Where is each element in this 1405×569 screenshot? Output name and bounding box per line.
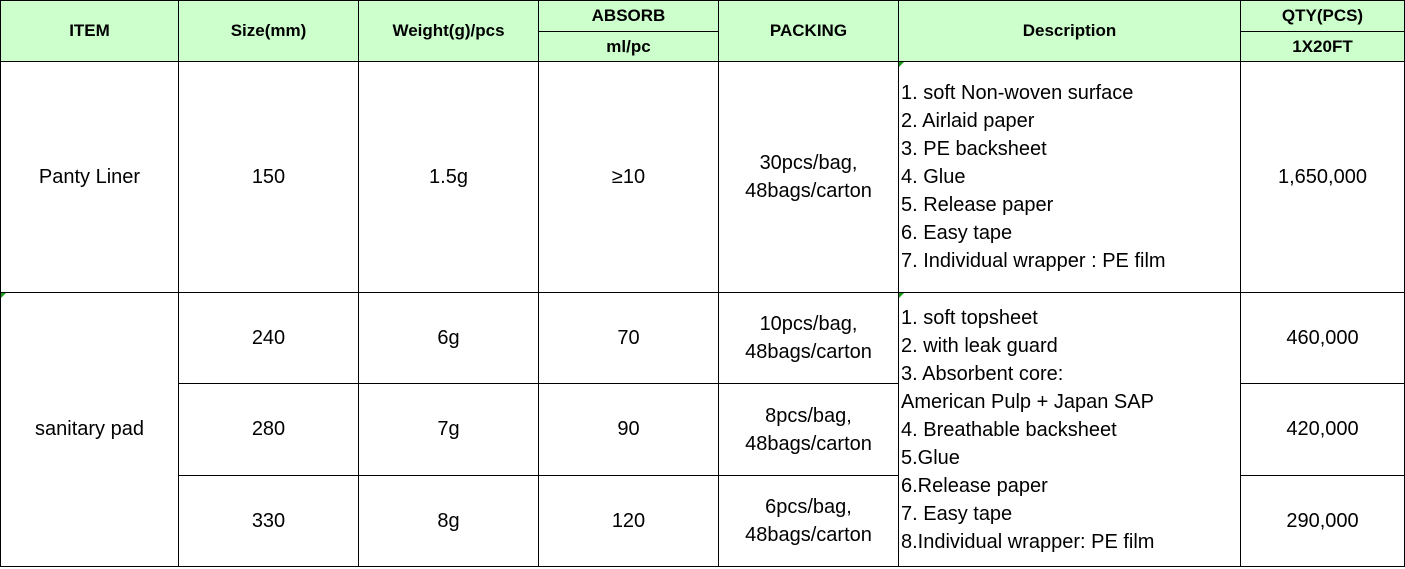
header-qty: QTY(PCS) bbox=[1241, 1, 1405, 32]
description-line: 6.Release paper bbox=[901, 474, 1048, 497]
cell-size: 280 bbox=[179, 384, 359, 476]
cell-absorb: 120 bbox=[539, 476, 719, 567]
cell-absorb: 90 bbox=[539, 384, 719, 476]
packing-line: 6pcs/bag, bbox=[765, 496, 852, 518]
cell-size: 330 bbox=[179, 476, 359, 567]
cell-qty: 460,000 bbox=[1241, 293, 1405, 384]
header-weight: Weight(g)/pcs bbox=[359, 1, 539, 62]
description-line: 4. Glue bbox=[901, 166, 966, 188]
header-size: Size(mm) bbox=[179, 1, 359, 62]
description-line: 1. soft Non-woven surface bbox=[901, 82, 1134, 104]
cell-absorb: ≥10 bbox=[539, 62, 719, 293]
description-line: 8.Individual wrapper: PE film bbox=[901, 530, 1155, 553]
description-line: 3. Absorbent core: bbox=[901, 362, 1064, 385]
cell-packing bbox=[719, 293, 899, 384]
packing-line: 48bags/carton bbox=[745, 432, 872, 455]
packing-line: 8pcs/bag, bbox=[765, 404, 852, 427]
cell-description-panty-liner bbox=[899, 62, 1241, 293]
description-line: 3. PE backsheet bbox=[901, 138, 1047, 160]
description-line: 6. Easy tape bbox=[901, 222, 1013, 244]
cell-qty: 1,650,000 bbox=[1241, 62, 1405, 293]
description-line: 2. with leak guard bbox=[901, 334, 1058, 357]
packing-line: 10pcs/bag, bbox=[759, 313, 858, 335]
description-line: 1. soft topsheet bbox=[901, 306, 1038, 329]
cell-size: 240 bbox=[179, 293, 359, 384]
description-line: 5.Glue bbox=[901, 446, 960, 469]
description-line: 5. Release paper bbox=[901, 194, 1054, 216]
header-description: Description bbox=[899, 1, 1241, 62]
header-packing: PACKING bbox=[719, 1, 899, 62]
header-row-1 bbox=[1, 1, 1405, 32]
cell-packing bbox=[719, 476, 899, 567]
cell-packing bbox=[719, 384, 899, 476]
header-item: ITEM bbox=[1, 1, 179, 62]
cell-weight: 7g bbox=[359, 384, 539, 476]
table-row-sanitary-pad-240 bbox=[1, 293, 1405, 384]
cell-item-panty-liner: Panty Liner bbox=[1, 62, 179, 293]
description-line: 2. Airlaid paper bbox=[901, 110, 1035, 132]
cell-description-sanitary-pad bbox=[899, 293, 1241, 567]
cell-qty: 420,000 bbox=[1241, 384, 1405, 476]
packing-line: 48bags/carton bbox=[745, 341, 872, 363]
description-line: 7. Individual wrapper : PE film bbox=[901, 250, 1166, 272]
cell-weight: 1.5g bbox=[359, 62, 539, 293]
description-line: American Pulp + Japan SAP bbox=[901, 390, 1154, 413]
cell-weight: 8g bbox=[359, 476, 539, 567]
cell-size: 150 bbox=[179, 62, 359, 293]
cell-packing bbox=[719, 62, 899, 293]
description-line: 4. Breathable backsheet bbox=[901, 418, 1117, 441]
header-qty-unit: 1X20FT bbox=[1241, 32, 1405, 62]
header-absorb: ABSORB bbox=[539, 1, 719, 32]
description-line: 7. Easy tape bbox=[901, 502, 1013, 525]
packing-line: 48bags/carton bbox=[745, 524, 872, 546]
cell-weight: 6g bbox=[359, 293, 539, 384]
packing-line: 30pcs/bag, bbox=[759, 152, 858, 174]
cell-absorb: 70 bbox=[539, 293, 719, 384]
cell-qty: 290,000 bbox=[1241, 476, 1405, 567]
table-row-panty-liner bbox=[1, 62, 1405, 293]
header-absorb-unit: ml/pc bbox=[539, 32, 719, 62]
cell-item-sanitary-pad: sanitary pad bbox=[1, 293, 179, 567]
packing-line: 48bags/carton bbox=[745, 180, 872, 202]
